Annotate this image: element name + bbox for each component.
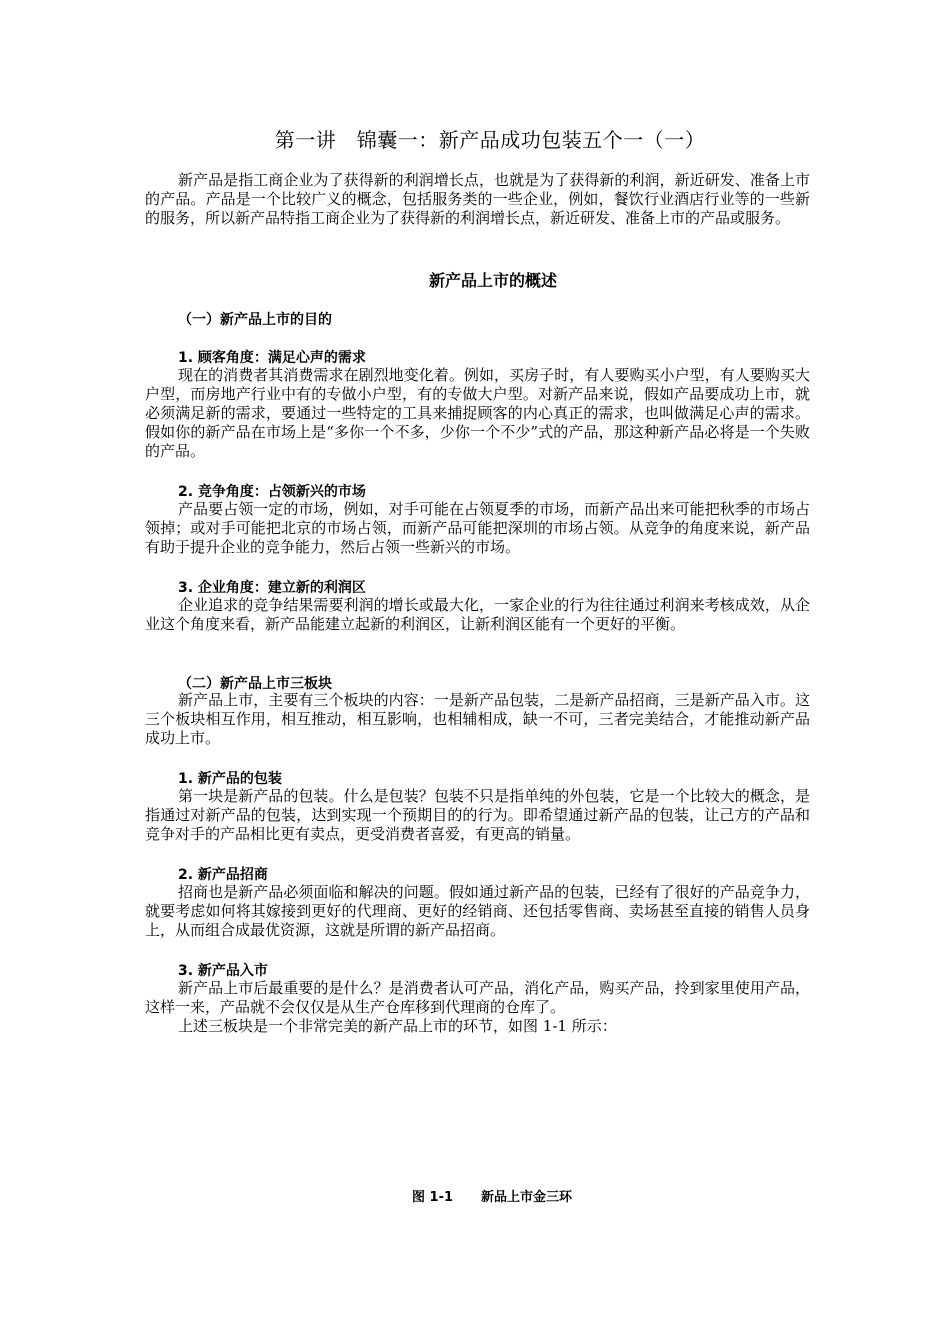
figure-label: 图 1-1 (412, 1190, 454, 1205)
investment-heading: 2. 新产品招商 (178, 867, 268, 883)
intro-paragraph: 新产品是指工商企业为了获得新的利润增长点，也就是为了获得新的利润，新近研发、准备上市的产品。产品是一个比较广义的概念，包括服务类的一些企业，例如，餐饮行业酒店行业等的一些新的服务，所以新产品特指工商企业为了获得新的利润增长点，新近研发、准备上市的产品或服务。 (145, 171, 810, 227)
part2-heading: （二）新产品上市三板块 (178, 676, 332, 692)
part2-intro-paragraph: 新产品上市，主要有三个板块的内容：一是新产品包装，二是新产品招商，三是新产品入市。这三个板块相互作用，相互推动，相互影响，也相辅相成，缺一不可，三者完美结合，才能推动新产品成功上市。 (145, 691, 810, 747)
page-title: 第一讲 锦囊一：新产品成功包装五个一（一） (274, 128, 706, 152)
packaging-paragraph: 第一块是新产品的包装。什么是包装？包装不只是指单纯的外包装，它是一个比较大的概念，是指通过对新产品的包装，达到实现一个预期目的的行为。即希望通过新产品的包装，让己方的产品和竞争对手的产品相比更有卖点，更受消费者喜爱，有更高的销量。 (145, 787, 810, 843)
investment-paragraph: 招商也是新产品必须面临和解决的问题。假如通过新产品的包装，已经有了很好的产品竞争力，就要考虑如何将其嫁接到更好的代理商、更好的经销商、还包括零售商、卖场甚至直接的销售人员身上，从而组合成最优资源，这就是所谓的新产品招商。 (145, 883, 810, 939)
part1-heading: （一）新产品上市的目的 (178, 312, 332, 328)
competition-angle-heading: 2. 竞争角度：占领新兴的市场 (178, 484, 366, 500)
competition-angle-paragraph: 产品要占领一定的市场，例如，对手可能在占领夏季的市场，而新产品出来可能把秋季的市场占领掉；或对手可能把北京的市场占领，而新产品可能把深圳的市场占领。从竞争的角度来说，新产品有助于提升企业的竞争能力，然后占领一些新兴的市场。 (145, 500, 810, 556)
closing-paragraph: 上述三板块是一个非常完美的新产品上市的环节，如图 1-1 所示： (178, 1017, 617, 1035)
section-title: 新产品上市的概述 (428, 271, 557, 290)
packaging-heading: 1. 新产品的包装 (178, 771, 282, 787)
figure-placeholder (145, 1050, 810, 1175)
figure-caption-text: 新品上市金三环 (481, 1190, 573, 1205)
enterprise-angle-paragraph: 企业追求的竞争结果需要利润的增长或最大化，一家企业的行为往往通过利润来考核成效，从企业这个角度来看，新产品能建立起新的利润区，让新利润区能有一个更好的平衡。 (145, 596, 810, 633)
enterprise-angle-heading: 3. 企业角度：建立新的利润区 (178, 580, 366, 596)
market-entry-paragraph: 新产品上市后最重要的是什么？是消费者认可产品，消化产品，购买产品，拎到家里使用产品，这样一来，产品就不会仅仅是从生产仓库移到代理商的仓库了。 (145, 979, 810, 1016)
figure-caption (412, 1186, 572, 1205)
market-entry-heading: 3. 新产品入市 (178, 963, 268, 979)
customer-angle-heading: 1. 顾客角度：满足心声的需求 (178, 350, 366, 366)
customer-angle-paragraph: 现在的消费者其消费需求在剧烈地变化着。例如，买房子时，有人要购买小户型，有人要购买大户型，而房地产行业中有的专做小户型，有的专做大户型。对新产品来说，假如产品要成功上市，就必须满足新的需求，要通过一些特定的工具来捕捉顾客的内心真正的需求，也叫做满足心声的需求。假如你的新产品在市场上是“多你一个不多，少你一个不少”式的产品，那这种新产品必将是一个失败的产品。 (145, 366, 810, 460)
